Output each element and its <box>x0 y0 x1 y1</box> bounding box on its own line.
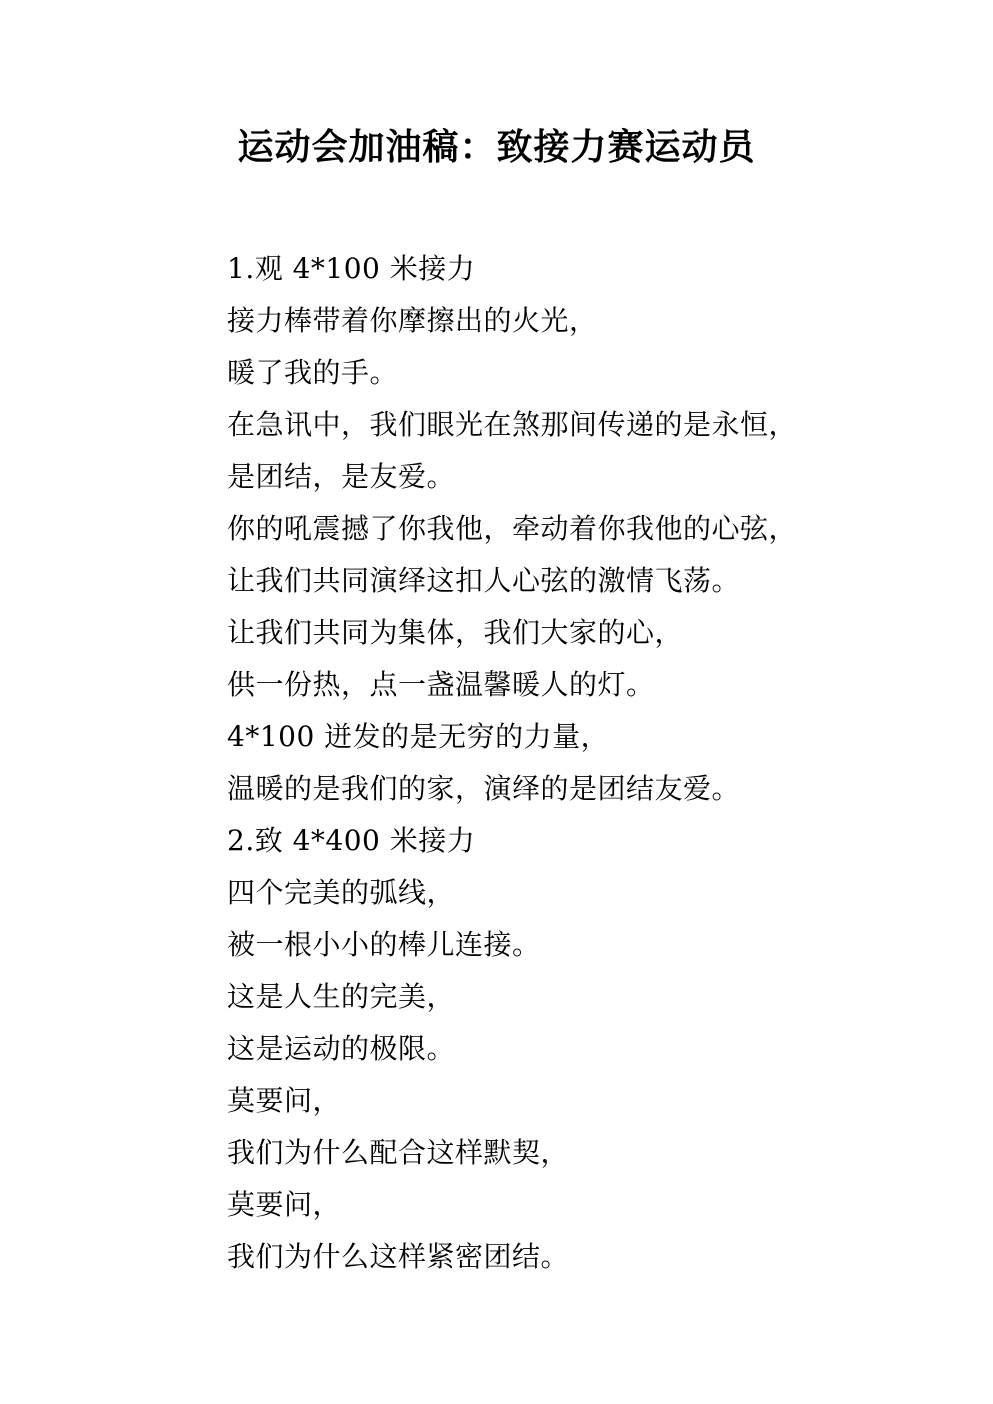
text-line: 被一根小小的棒儿连接。 <box>227 928 541 961</box>
text-line: 你的吼震撼了你我他，牵动着你我他的心弦， <box>227 512 798 545</box>
text-line: 莫要问， <box>227 1084 342 1117</box>
text-line: 是团结，是友爱。 <box>227 460 456 493</box>
text-line: 2.致 4*400 米接力 <box>227 824 476 857</box>
document-title: 运动会加油稿：致接力赛运动员 <box>237 127 756 168</box>
text-line: 四个完美的弧线， <box>227 876 456 909</box>
text-line: 在急讯中，我们眼光在煞那间传递的是永恒， <box>227 408 798 441</box>
text-line: 4*100 迸发的是无穷的力量， <box>227 720 610 753</box>
text-line: 接力棒带着你摩擦出的火光， <box>227 304 598 337</box>
text-line: 这是运动的极限。 <box>227 1032 456 1065</box>
text-line: 这是人生的完美， <box>227 980 456 1013</box>
text-line: 莫要问， <box>227 1188 342 1221</box>
text-line: 暖了我的手。 <box>227 356 399 389</box>
text-line: 供一份热，点一盏温馨暖人的灯。 <box>227 668 655 701</box>
text-line: 温暖的是我们的家，演绎的是团结友爱。 <box>227 772 741 805</box>
text-line: 1.观 4*100 米接力 <box>227 252 476 285</box>
text-line: 让我们共同为集体，我们大家的心， <box>227 616 684 649</box>
poem-body <box>227 243 927 1283</box>
text-line: 我们为什么配合这样默契， <box>227 1136 570 1169</box>
text-line: 让我们共同演绎这扣人心弦的激情飞荡。 <box>227 564 741 597</box>
text-line: 我们为什么这样紧密团结。 <box>227 1240 570 1273</box>
